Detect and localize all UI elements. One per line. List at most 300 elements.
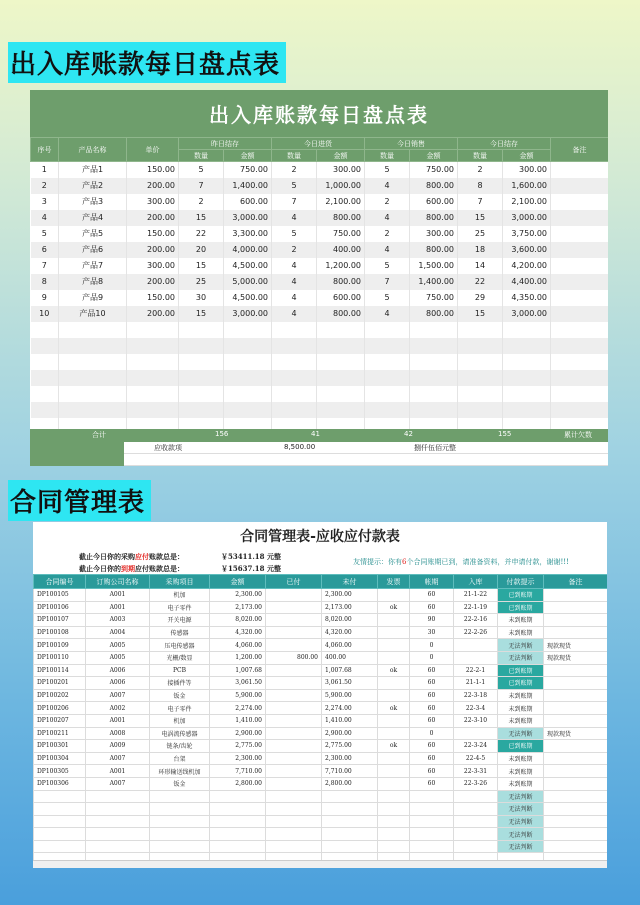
inventory-cell[interactable]: 800.00 — [317, 306, 365, 322]
contract-cell[interactable]: A001 — [86, 601, 150, 614]
inventory-cell[interactable]: 产品6 — [59, 242, 127, 258]
contract-cell[interactable] — [544, 702, 608, 715]
contract-cell[interactable]: 60 — [410, 765, 454, 778]
inventory-cell[interactable]: 1,400.00 — [410, 274, 458, 290]
contract-cell[interactable]: DP100306 — [34, 777, 86, 790]
contract-cell[interactable]: DP100207 — [34, 714, 86, 727]
contract-cell[interactable] — [210, 840, 266, 853]
inventory-cell[interactable]: 6 — [31, 242, 59, 258]
contract-cell[interactable]: DP100304 — [34, 752, 86, 765]
inventory-cell[interactable]: 600.00 — [410, 194, 458, 210]
contract-cell[interactable] — [378, 752, 410, 765]
contract-cell[interactable] — [266, 828, 322, 841]
contract-cell[interactable]: 4,060.00 — [210, 639, 266, 652]
contract-cell[interactable]: PCB — [150, 664, 210, 677]
contract-cell[interactable] — [454, 828, 498, 841]
contract-cell[interactable] — [150, 840, 210, 853]
inventory-cell[interactable]: 产品7 — [59, 258, 127, 274]
inventory-cell[interactable] — [410, 338, 458, 354]
contract-cell[interactable]: 22-1-19 — [454, 601, 498, 614]
contract-cell[interactable] — [322, 840, 378, 853]
payment-status-cell[interactable]: 无法判断 — [498, 790, 544, 803]
inventory-cell[interactable] — [272, 402, 317, 418]
contract-cell[interactable]: A003 — [86, 614, 150, 627]
inventory-cell[interactable] — [179, 402, 224, 418]
contract-cell[interactable] — [454, 803, 498, 816]
contract-cell[interactable] — [454, 790, 498, 803]
payment-status-cell[interactable]: 已到账期 — [498, 677, 544, 690]
contract-cell[interactable] — [544, 689, 608, 702]
inventory-cell[interactable]: 4 — [31, 210, 59, 226]
contract-cell[interactable]: 2,173.00 — [210, 601, 266, 614]
inventory-cell[interactable] — [551, 322, 609, 338]
contract-cell[interactable]: 2,300.00 — [210, 589, 266, 602]
contract-cell[interactable]: DP100110 — [34, 651, 86, 664]
inventory-cell[interactable]: 15 — [458, 306, 503, 322]
inventory-cell[interactable]: 2,100.00 — [317, 194, 365, 210]
contract-cell[interactable]: ok — [378, 740, 410, 753]
contract-cell[interactable]: 2,300.00 — [210, 752, 266, 765]
contract-cell[interactable]: A005 — [86, 651, 150, 664]
contract-cell[interactable]: 21-1-1 — [454, 677, 498, 690]
inventory-cell[interactable]: 750.00 — [410, 290, 458, 306]
contract-cell[interactable]: 60 — [410, 689, 454, 702]
inventory-cell[interactable] — [127, 338, 179, 354]
contract-cell[interactable]: DP100206 — [34, 702, 86, 715]
inventory-cell[interactable]: 800.00 — [410, 210, 458, 226]
contract-cell[interactable]: 22-3-24 — [454, 740, 498, 753]
inventory-cell[interactable]: 150.00 — [127, 290, 179, 306]
inventory-cell[interactable]: 9 — [31, 290, 59, 306]
inventory-cell[interactable] — [317, 338, 365, 354]
contract-cell[interactable]: 800.00 — [266, 651, 322, 664]
contract-cell[interactable] — [266, 714, 322, 727]
inventory-cell[interactable] — [410, 370, 458, 386]
inventory-cell[interactable]: 200.00 — [127, 242, 179, 258]
contract-cell[interactable] — [322, 790, 378, 803]
contract-cell[interactable] — [544, 626, 608, 639]
inventory-cell[interactable]: 产品2 — [59, 178, 127, 194]
contract-cell[interactable]: 22-3-4 — [454, 702, 498, 715]
contract-cell[interactable] — [266, 614, 322, 627]
inventory-cell[interactable]: 300.00 — [317, 162, 365, 178]
contract-cell[interactable] — [86, 803, 150, 816]
contract-cell[interactable]: 2,775.00 — [210, 740, 266, 753]
contract-cell[interactable] — [266, 639, 322, 652]
payment-status-cell[interactable]: 无法判断 — [498, 828, 544, 841]
inventory-cell[interactable] — [365, 402, 410, 418]
contract-cell[interactable] — [544, 601, 608, 614]
contract-cell[interactable] — [378, 777, 410, 790]
contract-cell[interactable] — [378, 815, 410, 828]
inventory-cell[interactable]: 15 — [458, 210, 503, 226]
inventory-cell[interactable]: 400.00 — [317, 242, 365, 258]
contract-cell[interactable]: 0 — [410, 727, 454, 740]
contract-cell[interactable] — [454, 639, 498, 652]
contract-cell[interactable] — [86, 815, 150, 828]
inventory-cell[interactable]: 产品9 — [59, 290, 127, 306]
contract-cell[interactable]: DP100106 — [34, 601, 86, 614]
contract-cell[interactable] — [378, 589, 410, 602]
inventory-cell[interactable]: 7 — [365, 274, 410, 290]
contract-cell[interactable] — [544, 589, 608, 602]
inventory-cell[interactable]: 1,400.00 — [224, 178, 272, 194]
contract-cell[interactable]: 60 — [410, 702, 454, 715]
inventory-cell[interactable] — [410, 354, 458, 370]
contract-cell[interactable] — [266, 790, 322, 803]
contract-cell[interactable] — [544, 840, 608, 853]
inventory-cell[interactable] — [410, 402, 458, 418]
contract-cell[interactable]: A001 — [86, 714, 150, 727]
contract-cell[interactable]: 光栅/数显 — [150, 651, 210, 664]
contract-cell[interactable]: A009 — [86, 740, 150, 753]
inventory-cell[interactable]: 200.00 — [127, 210, 179, 226]
contract-cell[interactable] — [34, 790, 86, 803]
contract-cell[interactable]: 2,300.00 — [322, 752, 378, 765]
inventory-cell[interactable]: 800.00 — [410, 306, 458, 322]
contract-cell[interactable]: 2,900.00 — [322, 727, 378, 740]
inventory-cell[interactable]: 800.00 — [317, 274, 365, 290]
inventory-cell[interactable] — [272, 386, 317, 402]
contract-cell[interactable]: A001 — [86, 589, 150, 602]
contract-cell[interactable]: 5,900.00 — [322, 689, 378, 702]
contract-cell[interactable] — [378, 614, 410, 627]
contract-cell[interactable]: ok — [378, 702, 410, 715]
inventory-cell[interactable] — [503, 322, 551, 338]
inventory-cell[interactable] — [551, 290, 609, 306]
contract-cell[interactable] — [454, 840, 498, 853]
contract-cell[interactable] — [266, 840, 322, 853]
contract-cell[interactable]: 22-4-5 — [454, 752, 498, 765]
contract-cell[interactable] — [544, 752, 608, 765]
inventory-cell[interactable]: 4,400.00 — [503, 274, 551, 290]
inventory-cell[interactable]: 5 — [365, 290, 410, 306]
contract-cell[interactable]: 3,061.50 — [210, 677, 266, 690]
inventory-cell[interactable] — [551, 194, 609, 210]
contract-cell[interactable] — [544, 777, 608, 790]
inventory-cell[interactable]: 800.00 — [410, 178, 458, 194]
contract-cell[interactable]: 传感器 — [150, 626, 210, 639]
contract-cell[interactable] — [378, 828, 410, 841]
inventory-cell[interactable] — [503, 402, 551, 418]
contract-cell[interactable]: 环形输送线机加 — [150, 765, 210, 778]
sheet-tab-bar[interactable] — [33, 860, 607, 868]
inventory-cell[interactable] — [365, 354, 410, 370]
inventory-cell[interactable] — [551, 210, 609, 226]
contract-cell[interactable] — [266, 664, 322, 677]
inventory-cell[interactable] — [365, 370, 410, 386]
inventory-cell[interactable]: 5 — [272, 226, 317, 242]
inventory-cell[interactable] — [127, 386, 179, 402]
contract-cell[interactable] — [454, 815, 498, 828]
payment-status-cell[interactable]: 未到账期 — [498, 752, 544, 765]
contract-cell[interactable] — [544, 664, 608, 677]
contract-cell[interactable] — [410, 815, 454, 828]
inventory-cell[interactable] — [127, 402, 179, 418]
inventory-cell[interactable] — [179, 386, 224, 402]
inventory-cell[interactable] — [224, 338, 272, 354]
inventory-cell[interactable]: 7 — [31, 258, 59, 274]
contract-cell[interactable]: 机加 — [150, 714, 210, 727]
contract-cell[interactable]: 60 — [410, 589, 454, 602]
inventory-cell[interactable]: 10 — [31, 306, 59, 322]
contract-cell[interactable] — [210, 803, 266, 816]
contract-cell[interactable]: 2,900.00 — [210, 727, 266, 740]
contract-cell[interactable] — [150, 815, 210, 828]
inventory-cell[interactable] — [317, 386, 365, 402]
payment-status-cell[interactable]: 未到账期 — [498, 714, 544, 727]
contract-cell[interactable]: 22-2-16 — [454, 614, 498, 627]
contract-cell[interactable]: 1,410.00 — [322, 714, 378, 727]
contract-cell[interactable]: DP100114 — [34, 664, 86, 677]
contract-cell[interactable] — [266, 803, 322, 816]
inventory-cell[interactable]: 4,350.00 — [503, 290, 551, 306]
payment-status-cell[interactable]: 已到账期 — [498, 589, 544, 602]
contract-cell[interactable]: 现款现货 — [544, 639, 608, 652]
inventory-cell[interactable]: 3 — [31, 194, 59, 210]
contract-cell[interactable]: 22-2-26 — [454, 626, 498, 639]
contract-cell[interactable]: 开关电源 — [150, 614, 210, 627]
contract-cell[interactable] — [378, 651, 410, 664]
inventory-cell[interactable]: 2 — [458, 162, 503, 178]
contract-cell[interactable]: 2,274.00 — [322, 702, 378, 715]
contract-cell[interactable] — [86, 790, 150, 803]
inventory-cell[interactable] — [224, 322, 272, 338]
inventory-cell[interactable] — [31, 354, 59, 370]
inventory-cell[interactable]: 3,000.00 — [503, 210, 551, 226]
contract-cell[interactable] — [544, 790, 608, 803]
inventory-cell[interactable]: 1 — [31, 162, 59, 178]
contract-cell[interactable] — [544, 614, 608, 627]
contract-cell[interactable]: 钣金 — [150, 777, 210, 790]
contract-cell[interactable] — [378, 639, 410, 652]
contract-cell[interactable] — [544, 765, 608, 778]
inventory-cell[interactable] — [59, 386, 127, 402]
inventory-cell[interactable] — [179, 354, 224, 370]
contract-cell[interactable] — [210, 790, 266, 803]
contract-cell[interactable] — [150, 828, 210, 841]
inventory-cell[interactable]: 750.00 — [317, 226, 365, 242]
inventory-cell[interactable] — [551, 306, 609, 322]
inventory-cell[interactable]: 8 — [31, 274, 59, 290]
contract-cell[interactable]: DP100305 — [34, 765, 86, 778]
payment-status-cell[interactable]: 无法判断 — [498, 815, 544, 828]
inventory-cell[interactable] — [551, 258, 609, 274]
inventory-cell[interactable] — [551, 402, 609, 418]
inventory-cell[interactable] — [551, 226, 609, 242]
inventory-cell[interactable]: 300.00 — [503, 162, 551, 178]
inventory-cell[interactable]: 800.00 — [317, 210, 365, 226]
contract-cell[interactable] — [410, 828, 454, 841]
contract-cell[interactable]: 22-3-18 — [454, 689, 498, 702]
contract-cell[interactable]: 接插件等 — [150, 677, 210, 690]
inventory-cell[interactable]: 4,000.00 — [224, 242, 272, 258]
inventory-cell[interactable]: 2 — [179, 194, 224, 210]
contract-cell[interactable]: 60 — [410, 752, 454, 765]
payment-status-cell[interactable]: 未到账期 — [498, 614, 544, 627]
contract-cell[interactable]: 2,800.00 — [322, 777, 378, 790]
inventory-cell[interactable] — [31, 370, 59, 386]
inventory-cell[interactable]: 150.00 — [127, 226, 179, 242]
inventory-cell[interactable]: 15 — [179, 210, 224, 226]
contract-cell[interactable] — [266, 626, 322, 639]
inventory-cell[interactable] — [59, 370, 127, 386]
inventory-cell[interactable] — [31, 386, 59, 402]
contract-cell[interactable]: A004 — [86, 626, 150, 639]
contract-cell[interactable]: 3,061.50 — [322, 677, 378, 690]
contract-cell[interactable]: 7,710.00 — [322, 765, 378, 778]
contract-cell[interactable]: 1,200.00 — [210, 651, 266, 664]
contract-cell[interactable]: 30 — [410, 626, 454, 639]
inventory-cell[interactable] — [272, 370, 317, 386]
inventory-cell[interactable]: 4 — [365, 306, 410, 322]
inventory-cell[interactable] — [59, 322, 127, 338]
inventory-cell[interactable]: 7 — [179, 178, 224, 194]
inventory-cell[interactable] — [503, 338, 551, 354]
inventory-cell[interactable]: 2 — [365, 194, 410, 210]
inventory-cell[interactable] — [458, 338, 503, 354]
contract-cell[interactable] — [266, 815, 322, 828]
inventory-cell[interactable]: 22 — [458, 274, 503, 290]
inventory-cell[interactable]: 15 — [179, 258, 224, 274]
payment-status-cell[interactable]: 无法判断 — [498, 651, 544, 664]
inventory-cell[interactable] — [410, 322, 458, 338]
contract-cell[interactable] — [266, 601, 322, 614]
inventory-cell[interactable] — [410, 386, 458, 402]
inventory-cell[interactable] — [458, 354, 503, 370]
contract-cell[interactable]: 8,020.00 — [210, 614, 266, 627]
contract-cell[interactable]: 电子零件 — [150, 702, 210, 715]
contract-cell[interactable] — [410, 803, 454, 816]
contract-cell[interactable] — [150, 790, 210, 803]
inventory-cell[interactable]: 5,000.00 — [224, 274, 272, 290]
contract-cell[interactable] — [266, 752, 322, 765]
contract-cell[interactable]: 0 — [410, 639, 454, 652]
inventory-cell[interactable] — [127, 354, 179, 370]
inventory-cell[interactable]: 4 — [365, 242, 410, 258]
contract-cell[interactable] — [210, 815, 266, 828]
contract-cell[interactable] — [544, 714, 608, 727]
inventory-cell[interactable]: 200.00 — [127, 178, 179, 194]
inventory-cell[interactable]: 7 — [272, 194, 317, 210]
contract-cell[interactable]: DP100109 — [34, 639, 86, 652]
contract-cell[interactable]: DP100107 — [34, 614, 86, 627]
contract-cell[interactable]: 压电传感器 — [150, 639, 210, 652]
contract-cell[interactable] — [378, 677, 410, 690]
contract-cell[interactable] — [544, 677, 608, 690]
inventory-cell[interactable] — [551, 242, 609, 258]
inventory-cell[interactable] — [31, 402, 59, 418]
contract-cell[interactable]: 22-3-31 — [454, 765, 498, 778]
contract-cell[interactable]: 400.00 — [322, 651, 378, 664]
inventory-cell[interactable]: 300.00 — [410, 226, 458, 242]
contract-cell[interactable]: A007 — [86, 689, 150, 702]
inventory-cell[interactable] — [551, 178, 609, 194]
contract-cell[interactable]: 22-3-26 — [454, 777, 498, 790]
inventory-cell[interactable]: 600.00 — [317, 290, 365, 306]
contract-cell[interactable]: 钣金 — [150, 689, 210, 702]
contract-cell[interactable]: 链条/齿轮 — [150, 740, 210, 753]
contract-cell[interactable] — [544, 815, 608, 828]
contract-cell[interactable]: DP100301 — [34, 740, 86, 753]
inventory-cell[interactable]: 7 — [458, 194, 503, 210]
inventory-cell[interactable]: 产品5 — [59, 226, 127, 242]
contract-cell[interactable]: DP100105 — [34, 589, 86, 602]
contract-cell[interactable] — [150, 803, 210, 816]
inventory-cell[interactable] — [224, 386, 272, 402]
contract-cell[interactable] — [34, 815, 86, 828]
inventory-cell[interactable]: 4,200.00 — [503, 258, 551, 274]
contract-cell[interactable]: 60 — [410, 601, 454, 614]
payment-status-cell[interactable]: 未到账期 — [498, 689, 544, 702]
inventory-cell[interactable] — [551, 338, 609, 354]
contract-cell[interactable] — [454, 651, 498, 664]
contract-cell[interactable] — [266, 727, 322, 740]
contract-cell[interactable]: 90 — [410, 614, 454, 627]
inventory-cell[interactable]: 25 — [458, 226, 503, 242]
inventory-cell[interactable]: 150.00 — [127, 162, 179, 178]
inventory-cell[interactable]: 4 — [272, 210, 317, 226]
inventory-cell[interactable]: 产品3 — [59, 194, 127, 210]
inventory-cell[interactable]: 20 — [179, 242, 224, 258]
inventory-cell[interactable] — [179, 338, 224, 354]
contract-cell[interactable] — [34, 803, 86, 816]
contract-cell[interactable] — [378, 727, 410, 740]
inventory-cell[interactable]: 600.00 — [224, 194, 272, 210]
inventory-cell[interactable]: 4 — [365, 178, 410, 194]
contract-cell[interactable] — [322, 828, 378, 841]
contract-cell[interactable]: 1,410.00 — [210, 714, 266, 727]
inventory-cell[interactable] — [31, 338, 59, 354]
inventory-cell[interactable] — [317, 354, 365, 370]
contract-cell[interactable] — [322, 803, 378, 816]
inventory-cell[interactable]: 3,600.00 — [503, 242, 551, 258]
inventory-cell[interactable] — [365, 386, 410, 402]
inventory-cell[interactable]: 产品1 — [59, 162, 127, 178]
inventory-cell[interactable]: 3,750.00 — [503, 226, 551, 242]
inventory-cell[interactable]: 30 — [179, 290, 224, 306]
contract-cell[interactable]: 22-3-10 — [454, 714, 498, 727]
contract-cell[interactable]: 2,300.00 — [322, 589, 378, 602]
inventory-cell[interactable]: 15 — [179, 306, 224, 322]
contract-cell[interactable]: 2,173.00 — [322, 601, 378, 614]
contract-cell[interactable] — [410, 840, 454, 853]
contract-cell[interactable] — [378, 803, 410, 816]
inventory-cell[interactable]: 2 — [272, 242, 317, 258]
inventory-cell[interactable]: 22 — [179, 226, 224, 242]
contract-cell[interactable] — [266, 589, 322, 602]
contract-cell[interactable]: A006 — [86, 664, 150, 677]
inventory-cell[interactable]: 产品10 — [59, 306, 127, 322]
inventory-cell[interactable] — [551, 370, 609, 386]
inventory-cell[interactable] — [224, 370, 272, 386]
contract-cell[interactable] — [544, 828, 608, 841]
inventory-cell[interactable] — [551, 162, 609, 178]
payment-status-cell[interactable]: 无法判断 — [498, 803, 544, 816]
contract-cell[interactable] — [266, 765, 322, 778]
inventory-cell[interactable]: 1,200.00 — [317, 258, 365, 274]
contract-cell[interactable]: 2,274.00 — [210, 702, 266, 715]
payment-status-cell[interactable]: 已到账期 — [498, 740, 544, 753]
contract-cell[interactable]: DP100211 — [34, 727, 86, 740]
inventory-cell[interactable]: 200.00 — [127, 274, 179, 290]
contract-cell[interactable]: 8,020.00 — [322, 614, 378, 627]
inventory-cell[interactable] — [31, 322, 59, 338]
inventory-cell[interactable] — [272, 354, 317, 370]
contract-cell[interactable] — [378, 790, 410, 803]
contract-cell[interactable]: 电涡流传感器 — [150, 727, 210, 740]
contract-cell[interactable]: DP100202 — [34, 689, 86, 702]
